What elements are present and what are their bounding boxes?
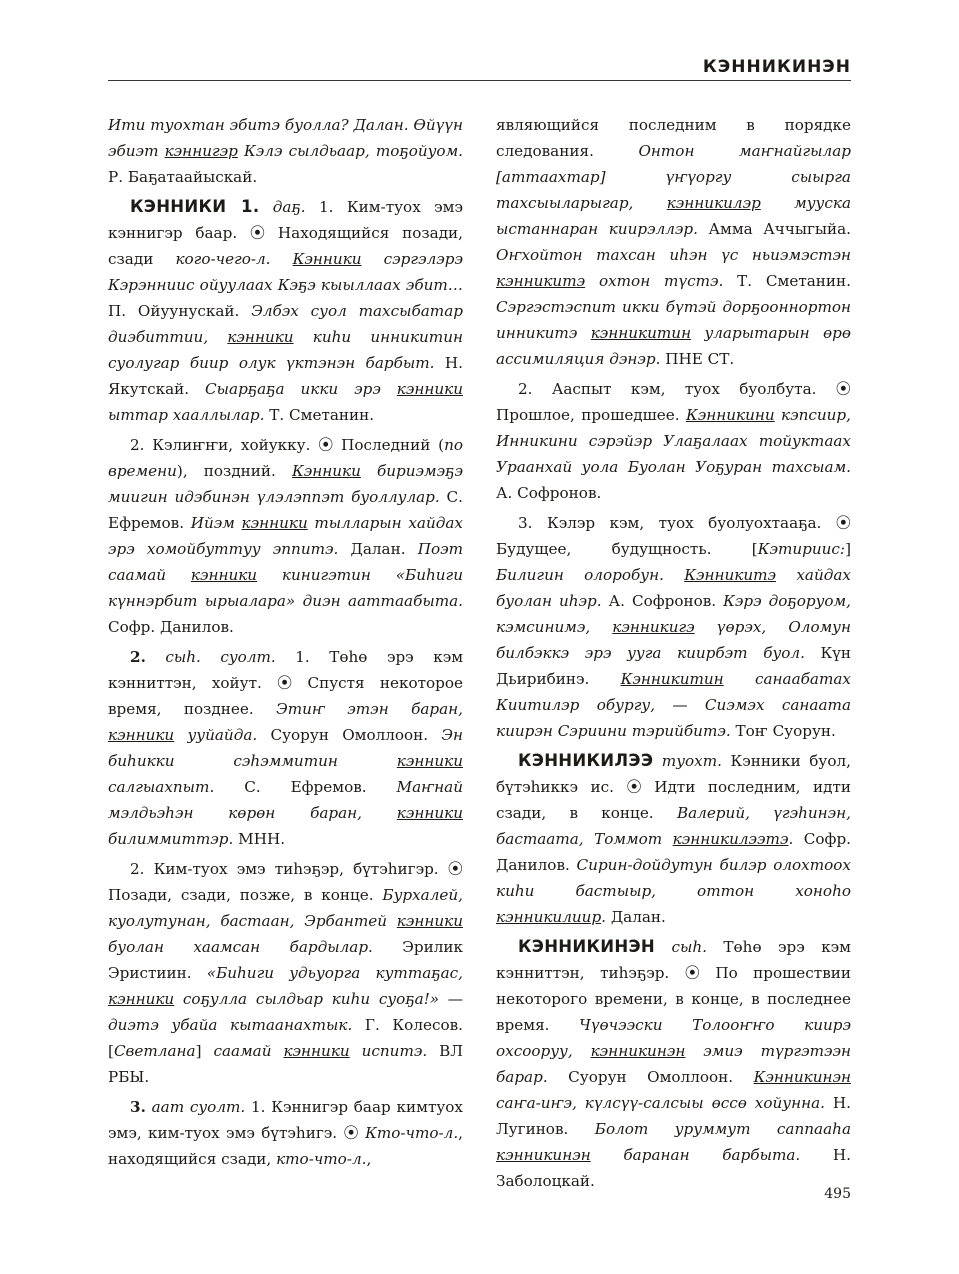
entry-kenniki: КЭННИКИ 1. даҕ. 1. Ким-туох эмэ кэннигэр баар. ⦿ Находящийся позади, сзади кого-чего-л. Кэнники сэргэлэрэ Кэрэнниис ойуулаах Кэҕэ кыыллаах эбит… П. Ойуунускай. Элбэх суол тахсыбатар диэбиттии, кэнники киһи инникитин суолугар биир олук үктэнэн барбыт. Н. Якутскай. Сыарҕаҕа икки эрэ кэнники ыттар хааллылар. Т. Сметанин. — [108, 197, 463, 424]
entry-kennikinen: КЭННИКИНЭН сыһ. Төһө эрэ кэм кэнниттэн, тиһэҕэр. ⦿ По прошествии некоторого времени, в конце, в последнее время. Чүөчээски Толооҥҥо киирэ охсооруу, кэнникинэн эмиэ түргэтээн барар. Суорун Омоллоон. Кэнникинэн саҥа-иҥэ, күлсүү-салсыы өссө хойунна. Н. Лугинов. Болот уруммут саппааһа кэнникинэн баранан барбыта. Н. Заболоцкай. — [496, 937, 852, 1190]
right-column — [496, 112, 851, 1198]
sense-paragraph: 2. Кэлиҥҥи, хойукку. ⦿ Последний (по времени), поздний. Кэнники бириэмэҕэ миигин идэбинэн үлэлэппэт буоллулар. С. Ефремов. Ийэм кэнники тылларын хайдах эрэ хомойбуттуу эппитэ. Далан. Поэт саамай кэнники кинигэтин «Биһиги күннэрбит ырыалара» диэн ааттаабыта. Софр. Данилов. — [108, 436, 463, 636]
sense-paragraph: 2. сыһ. суолт. 1. Төһө эрэ кэм кэнниттэн, хойут. ⦿ Спустя некоторое время, позднее. Этиҥ этэн баран, кэнники ууйайда. Суорун Омоллоон. Эн биһикки сэһэммитин кэнники салгыахпыт. С. Ефремов. Маҥнай мэлдьэһэн көрөн баран, кэнники билиммиттэр. МНН. — [108, 648, 464, 848]
headword: КЭННИКИ — [130, 197, 227, 216]
entry-kennikilee: КЭННИКИЛЭЭ туохт. Кэнники буол, бүтэһиккэ ис. ⦿ Идти последним, идти сзади, в конце. Валерий, үгэһинэн, бастаата, Томмот кэнникилээтэ. Софр. Данилов. Сирин-дойдутун билэр олохтоох киһи бастыыр, оттон хоноһо кэнникилиир. Далан. — [496, 751, 851, 926]
running-header — [108, 56, 851, 80]
headword: КЭННИКИЛЭЭ — [518, 751, 654, 770]
left-column — [108, 112, 463, 1176]
header-rule — [108, 80, 851, 81]
entry-continuation: являющийся последним в порядке следования. Онтон маҥнайгылар [аттаахтар] үҥүоргу сыырга тахсыыларыгар, кэнникилэр мууска ыстаннаран киирэллэр. Амма Аччыгыйа. Оҥхойтон тахсан иһэн үс ньиэмэстэн кэнникитэ охтон түстэ. Т. Сметанин. Сэргэстэспит икки бүтэй дорҕооннортон инникитэ кэнникитин уларытарын өрө ассимиляция дэнэр. ПНЕ СТ. — [496, 116, 851, 368]
headword: КЭННИКИНЭН — [518, 937, 656, 956]
entry-continuation: Ити туохтан эбитэ буолла? Далан. Өйүүн эбиэт кэннигэр Кэлэ сылдьаар, тоҕойуом. Р. Баҕатаайыскай. — [108, 116, 463, 186]
running-head-title: КЭННИКИНЭН — [702, 57, 851, 77]
page-number: 495 — [824, 1186, 851, 1202]
sense-paragraph: 2. Ааспыт кэм, туох буолбута. ⦿ Прошлое, прошедшее. Кэнникини кэпсиир, Инникини сэрэйэр Улаҕалаах тойуктаах Ураанхай уола Буолан Уоҕуран тахсыам. А. Софронов. — [496, 380, 851, 502]
sense-paragraph: 3. Кэлэр кэм, туох буолуохтааҕа. ⦿ Будущее, будущность. [Кэтириис:] Билигин олоробун. Кэнникитэ хайдах буолан иһэр. А. Софронов. Кэрэ доҕоруом, кэмсинимэ, кэнникигэ үөрэх, Оломун билбэккэ эрэ ууга киирбэт буол. Күн Дьирибинэ. Кэнникитин санаабатах Киитилэр обургу, — Сиэмэх санаата киирэн Сэриини тэрийбитэ. Тоҥ Суорун. — [496, 514, 851, 740]
sense-paragraph: 2. Ким-туох эмэ тиһэҕэр, бүтэһигэр. ⦿ Позади, сзади, позже, в конце. Бурхалей, куолутунан, бастаан, Эрбантей кэнники буолан хаамсан бардылар. Эрилик Эристиин. «Биһиги удьуорга куттаҕас, кэнники соҕулла сылдьар киһи суоҕа!» — диэтэ убайа кытаанахтык. Г. Колесов. [Светлана] саамай кэнники испитэ. ВЛ РБЫ. — [108, 860, 463, 1086]
sense-paragraph: 3. аат суолт. 1. Кэннигэр баар кимтуох эмэ, ким-туох эмэ бүтэһигэ. ⦿ Кто-что-л., находящийся сзади, кто-что-л., — [108, 1098, 463, 1168]
